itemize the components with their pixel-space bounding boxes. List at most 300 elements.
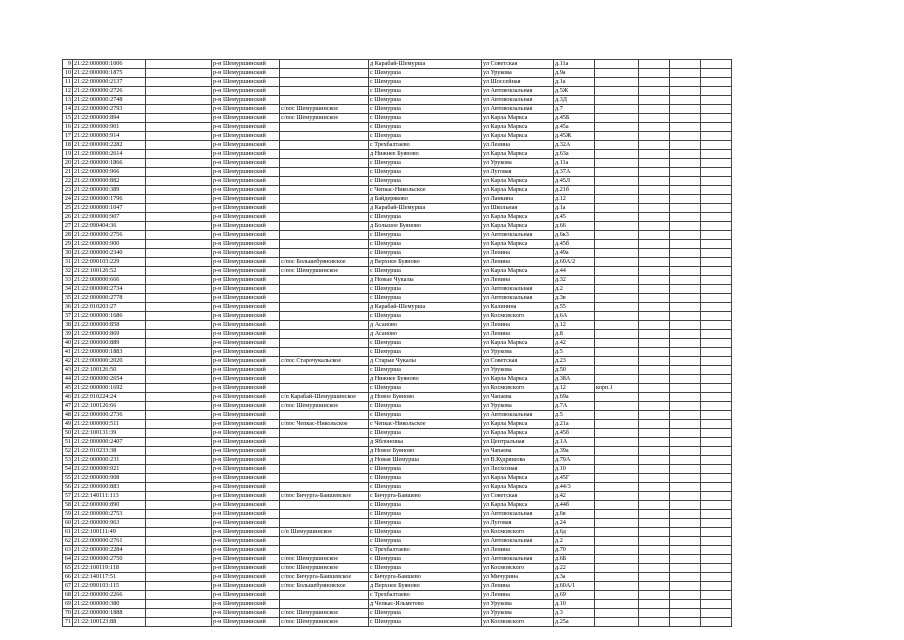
district-cell: р-н Шемуршинский <box>212 510 280 519</box>
table-row <box>63 168 732 177</box>
district-cell: р-н Шемуршинский <box>212 591 280 600</box>
row-number: 51 <box>63 438 73 447</box>
house-cell: д.60А/2 <box>554 258 595 267</box>
settlement-council-cell: с/пос Шемуршинское <box>280 564 369 573</box>
extra-cell-3 <box>701 159 732 168</box>
row-number: 64 <box>63 555 73 564</box>
extra-cell-2 <box>670 501 701 510</box>
extra-cell-3 <box>701 609 732 618</box>
table-row <box>63 618 732 627</box>
house-cell: д.7 <box>554 105 595 114</box>
extra-cell-3 <box>701 267 732 276</box>
cadastral-number-cell: 21:22:000000:966 <box>73 168 146 177</box>
blank-cell <box>146 384 212 393</box>
settlement-council-cell <box>280 132 369 141</box>
street-cell: ул Автовокзальная <box>482 555 554 564</box>
extra-cell-3 <box>701 366 732 375</box>
street-cell: ул Автовокзальная <box>482 510 554 519</box>
blank-cell <box>146 69 212 78</box>
building-cell <box>595 267 639 276</box>
street-cell: ул Автовокзальная <box>482 537 554 546</box>
locality-cell: с Шемурша <box>369 249 482 258</box>
district-cell: р-н Шемуршинский <box>212 303 280 312</box>
building-cell <box>595 528 639 537</box>
street-cell: ул Луговая <box>482 168 554 177</box>
locality-cell: д Яблоновка <box>369 438 482 447</box>
district-cell: р-н Шемуршинский <box>212 294 280 303</box>
locality-cell: с Шемурша <box>369 483 482 492</box>
cadastral-number-cell: 21:22:000000:2748 <box>73 96 146 105</box>
extra-cell-3 <box>701 177 732 186</box>
settlement-council-cell: с/п Карабай-Шемуршинское <box>280 393 369 402</box>
street-cell: ул Урукова <box>482 366 554 375</box>
extra-cell-1 <box>639 303 670 312</box>
district-cell: р-н Шемуршинский <box>212 240 280 249</box>
extra-cell-2 <box>670 537 701 546</box>
table-row <box>63 591 732 600</box>
settlement-council-cell <box>280 240 369 249</box>
blank-cell <box>146 420 212 429</box>
row-number: 15 <box>63 114 73 123</box>
blank-cell <box>146 186 212 195</box>
settlement-council-cell <box>280 366 369 375</box>
settlement-council-cell <box>280 312 369 321</box>
extra-cell-3 <box>701 123 732 132</box>
extra-cell-1 <box>639 474 670 483</box>
extra-cell-1 <box>639 213 670 222</box>
locality-cell: д Байдеряково <box>369 195 482 204</box>
settlement-council-cell: с/пос Шемуршинское <box>280 105 369 114</box>
street-cell: ул Урукова <box>482 159 554 168</box>
district-cell: р-н Шемуршинский <box>212 195 280 204</box>
extra-cell-3 <box>701 258 732 267</box>
extra-cell-1 <box>639 546 670 555</box>
extra-cell-2 <box>670 456 701 465</box>
street-cell: ул Космовского <box>482 564 554 573</box>
district-cell: р-н Шемуршинский <box>212 483 280 492</box>
extra-cell-2 <box>670 420 701 429</box>
building-cell <box>595 465 639 474</box>
settlement-council-cell: с/пос Бичурга-Баишевское <box>280 492 369 501</box>
building-cell <box>595 618 639 627</box>
extra-cell-1 <box>639 96 670 105</box>
street-cell: ул Чапаева <box>482 393 554 402</box>
house-cell: д.21а <box>554 420 595 429</box>
settlement-council-cell: с/пос Шемуршинское <box>280 402 369 411</box>
extra-cell-2 <box>670 519 701 528</box>
table-row <box>63 357 732 366</box>
blank-cell <box>146 159 212 168</box>
locality-cell: с Шемурша <box>369 555 482 564</box>
extra-cell-3 <box>701 60 732 69</box>
house-cell: д.6в <box>554 510 595 519</box>
locality-cell: д Новое Буяново <box>369 393 482 402</box>
extra-cell-2 <box>670 195 701 204</box>
building-cell <box>595 357 639 366</box>
row-number: 21 <box>63 168 73 177</box>
locality-cell: с Шемурша <box>369 312 482 321</box>
extra-cell-2 <box>670 204 701 213</box>
blank-cell <box>146 60 212 69</box>
settlement-council-cell <box>280 330 369 339</box>
row-number: 33 <box>63 276 73 285</box>
settlement-council-cell <box>280 195 369 204</box>
district-cell: р-н Шемуршинский <box>212 582 280 591</box>
extra-cell-1 <box>639 258 670 267</box>
district-cell: р-н Шемуршинский <box>212 519 280 528</box>
extra-cell-1 <box>639 384 670 393</box>
building-cell <box>595 402 639 411</box>
district-cell: р-н Шемуршинский <box>212 438 280 447</box>
building-cell <box>595 492 639 501</box>
district-cell: р-н Шемуршинский <box>212 276 280 285</box>
blank-cell <box>146 168 212 177</box>
house-cell: д.25а <box>554 618 595 627</box>
cadastral-number-cell: 21:22:000000:2753 <box>73 510 146 519</box>
district-cell: р-н Шемуршинский <box>212 177 280 186</box>
district-cell: р-н Шемуршинский <box>212 537 280 546</box>
extra-cell-1 <box>639 537 670 546</box>
cadastral-number-cell: 21:22:000000:900 <box>73 240 146 249</box>
row-number: 62 <box>63 537 73 546</box>
row-number: 11 <box>63 78 73 87</box>
street-cell: ул Ленина <box>482 141 554 150</box>
row-number: 39 <box>63 330 73 339</box>
extra-cell-2 <box>670 546 701 555</box>
row-number: 18 <box>63 141 73 150</box>
cadastral-number-cell: 21:22:000000:869 <box>73 330 146 339</box>
blank-cell <box>146 474 212 483</box>
blank-cell <box>146 339 212 348</box>
street-cell: ул Карла Маркса <box>482 150 554 159</box>
settlement-council-cell <box>280 285 369 294</box>
locality-cell: с Чепкас-Никольское <box>369 186 482 195</box>
blank-cell <box>146 204 212 213</box>
house-cell: д.60А/1 <box>554 582 595 591</box>
settlement-council-cell: с/п Шемуршинское <box>280 528 369 537</box>
settlement-council-cell <box>280 384 369 393</box>
row-number: 43 <box>63 366 73 375</box>
extra-cell-2 <box>670 483 701 492</box>
street-cell: ул Космовского <box>482 528 554 537</box>
house-cell: д.6А <box>554 312 595 321</box>
cadastral-number-cell: 21:22:000000:921 <box>73 465 146 474</box>
extra-cell-3 <box>701 168 732 177</box>
blank-cell <box>146 618 212 627</box>
cadastral-number-cell: 21:22:090103:115 <box>73 582 146 591</box>
row-number: 71 <box>63 618 73 627</box>
extra-cell-2 <box>670 186 701 195</box>
extra-cell-1 <box>639 447 670 456</box>
table-row <box>63 492 732 501</box>
blank-cell <box>146 150 212 159</box>
extra-cell-3 <box>701 528 732 537</box>
street-cell: ул Карла Маркса <box>482 483 554 492</box>
house-cell: д.8 <box>554 330 595 339</box>
street-cell: ул Карла Маркса <box>482 186 554 195</box>
house-cell: д.49а <box>554 249 595 258</box>
cadastral-number-cell: 21:22:000000:2750 <box>73 555 146 564</box>
district-cell: р-н Шемуршинский <box>212 123 280 132</box>
blank-cell <box>146 195 212 204</box>
blank-cell <box>146 321 212 330</box>
cadastral-number-cell: 21:22:000000:963 <box>73 519 146 528</box>
blank-cell <box>146 402 212 411</box>
house-cell: д.69а <box>554 393 595 402</box>
settlement-council-cell <box>280 60 369 69</box>
row-number: 44 <box>63 375 73 384</box>
blank-cell <box>146 456 212 465</box>
settlement-council-cell <box>280 123 369 132</box>
house-cell: д.69 <box>554 591 595 600</box>
table-row <box>63 96 732 105</box>
cadastral-number-cell: 21:22:000000:1692 <box>73 384 146 393</box>
table-row <box>63 132 732 141</box>
blank-cell <box>146 231 212 240</box>
house-cell: д.22 <box>554 564 595 573</box>
building-cell <box>595 546 639 555</box>
extra-cell-1 <box>639 501 670 510</box>
table-row <box>63 555 732 564</box>
table-row <box>63 114 732 123</box>
house-cell: д.66 <box>554 222 595 231</box>
street-cell: ул Ленина <box>482 546 554 555</box>
row-number: 60 <box>63 519 73 528</box>
row-number: 26 <box>63 213 73 222</box>
house-cell: д.45б <box>554 240 595 249</box>
extra-cell-1 <box>639 321 670 330</box>
blank-cell <box>146 87 212 96</box>
extra-cell-2 <box>670 123 701 132</box>
row-number: 53 <box>63 456 73 465</box>
table-row <box>63 249 732 258</box>
extra-cell-1 <box>639 78 670 87</box>
blank-cell <box>146 240 212 249</box>
locality-cell: д Чепкас-Ильметево <box>369 600 482 609</box>
street-cell: ул Карла Маркса <box>482 474 554 483</box>
extra-cell-3 <box>701 141 732 150</box>
street-cell: ул Ленина <box>482 321 554 330</box>
house-cell: д.50 <box>554 366 595 375</box>
cadastral-number-cell: 21:22:000000:1796 <box>73 195 146 204</box>
row-number: 65 <box>63 564 73 573</box>
building-cell: корп.1 <box>595 384 639 393</box>
settlement-council-cell: с/пос Шемуршинское <box>280 114 369 123</box>
extra-cell-1 <box>639 87 670 96</box>
table-row <box>63 366 732 375</box>
row-number: 55 <box>63 474 73 483</box>
locality-cell: с Шемурша <box>369 168 482 177</box>
house-cell: д.5Ж <box>554 87 595 96</box>
table-row <box>63 285 732 294</box>
district-cell: р-н Шемуршинский <box>212 366 280 375</box>
district-cell: р-н Шемуршинский <box>212 186 280 195</box>
house-cell: д.63а <box>554 150 595 159</box>
building-cell <box>595 438 639 447</box>
building-cell <box>595 276 639 285</box>
locality-cell: с Шемурша <box>369 240 482 249</box>
building-cell <box>595 105 639 114</box>
extra-cell-2 <box>670 312 701 321</box>
row-number: 35 <box>63 294 73 303</box>
district-cell: р-н Шемуршинский <box>212 555 280 564</box>
extra-cell-2 <box>670 357 701 366</box>
building-cell <box>595 249 639 258</box>
house-cell: д.32 <box>554 276 595 285</box>
row-number: 68 <box>63 591 73 600</box>
settlement-council-cell: с/пос Шемуршинское <box>280 618 369 627</box>
building-cell <box>595 303 639 312</box>
cadastral-number-cell: 21:22:000000:1686 <box>73 312 146 321</box>
house-cell: д.3Д <box>554 96 595 105</box>
blank-cell <box>146 285 212 294</box>
blank-cell <box>146 177 212 186</box>
locality-cell: с Шемурша <box>369 177 482 186</box>
cadastral-number-cell: 21:22:000000:2726 <box>73 87 146 96</box>
table-row <box>63 528 732 537</box>
extra-cell-3 <box>701 393 732 402</box>
settlement-council-cell <box>280 78 369 87</box>
building-cell <box>595 537 639 546</box>
building-cell <box>595 411 639 420</box>
blank-cell <box>146 537 212 546</box>
blank-cell <box>146 366 212 375</box>
locality-cell: с Шемурша <box>369 528 482 537</box>
building-cell <box>595 348 639 357</box>
table-row <box>63 141 732 150</box>
extra-cell-1 <box>639 240 670 249</box>
cadastral-number-cell: 21:22:000000:907 <box>73 213 146 222</box>
row-number: 45 <box>63 384 73 393</box>
extra-cell-3 <box>701 150 732 159</box>
building-cell <box>595 501 639 510</box>
extra-cell-3 <box>701 474 732 483</box>
cadastral-number-cell: 21:22:140111:113 <box>73 492 146 501</box>
extra-cell-1 <box>639 609 670 618</box>
district-cell: р-н Шемуршинский <box>212 114 280 123</box>
district-cell: р-н Шемуршинский <box>212 564 280 573</box>
district-cell: р-н Шемуршинский <box>212 384 280 393</box>
row-number: 31 <box>63 258 73 267</box>
extra-cell-2 <box>670 582 701 591</box>
extra-cell-3 <box>701 294 732 303</box>
cadastral-number-cell: 21:22:100111:49 <box>73 528 146 537</box>
extra-cell-3 <box>701 249 732 258</box>
extra-cell-2 <box>670 240 701 249</box>
settlement-council-cell: с/пос Шемуршинское <box>280 555 369 564</box>
table-row <box>63 501 732 510</box>
district-cell: р-н Шемуршинский <box>212 204 280 213</box>
house-cell: д.44 <box>554 267 595 276</box>
settlement-council-cell: с/пос Чепкас-Никольское <box>280 420 369 429</box>
house-cell: д.70 <box>554 546 595 555</box>
locality-cell: с Шемурша <box>369 411 482 420</box>
street-cell: ул Ленина <box>482 591 554 600</box>
row-number: 12 <box>63 87 73 96</box>
settlement-council-cell <box>280 447 369 456</box>
table-row <box>63 537 732 546</box>
extra-cell-1 <box>639 582 670 591</box>
locality-cell: с Шемурша <box>369 96 482 105</box>
table-row <box>63 339 732 348</box>
locality-cell: с Шемурша <box>369 105 482 114</box>
building-cell <box>595 204 639 213</box>
district-cell: р-н Шемуршинский <box>212 339 280 348</box>
extra-cell-1 <box>639 60 670 69</box>
locality-cell: с Шемурша <box>369 213 482 222</box>
street-cell: ул Ленина <box>482 330 554 339</box>
locality-cell: с Бичурга-Баишево <box>369 573 482 582</box>
extra-cell-3 <box>701 96 732 105</box>
extra-cell-2 <box>670 285 701 294</box>
extra-cell-2 <box>670 375 701 384</box>
extra-cell-1 <box>639 186 670 195</box>
extra-cell-3 <box>701 195 732 204</box>
house-cell: д.1а <box>554 78 595 87</box>
district-cell: р-н Шемуршинский <box>212 609 280 618</box>
row-number: 52 <box>63 447 73 456</box>
extra-cell-3 <box>701 411 732 420</box>
locality-cell: д Карабай-Шемурша <box>369 204 482 213</box>
extra-cell-1 <box>639 312 670 321</box>
cadastral-number-cell: 21:22:100119:118 <box>73 564 146 573</box>
building-cell <box>595 510 639 519</box>
extra-cell-1 <box>639 591 670 600</box>
cadastral-number-cell: 21:22:000000:2020 <box>73 357 146 366</box>
extra-cell-2 <box>670 474 701 483</box>
row-number: 58 <box>63 501 73 510</box>
row-number: 37 <box>63 312 73 321</box>
settlement-council-cell <box>280 519 369 528</box>
district-cell: р-н Шемуршинский <box>212 402 280 411</box>
house-cell: д.45Л <box>554 177 595 186</box>
district-cell: р-н Шемуршинский <box>212 528 280 537</box>
house-cell: д.45Ж <box>554 132 595 141</box>
building-cell <box>595 285 639 294</box>
settlement-council-cell <box>280 186 369 195</box>
building-cell <box>595 177 639 186</box>
cadastral-number-cell: 21:22:000000:380 <box>73 600 146 609</box>
cadastral-number-cell: 21:22:000000:890 <box>73 501 146 510</box>
blank-cell <box>146 546 212 555</box>
row-number: 67 <box>63 582 73 591</box>
extra-cell-2 <box>670 618 701 627</box>
locality-cell: с Шемурша <box>369 294 482 303</box>
table-row <box>63 150 732 159</box>
table-row <box>63 240 732 249</box>
row-number: 10 <box>63 69 73 78</box>
house-cell: д.12 <box>554 321 595 330</box>
house-cell: д.10 <box>554 600 595 609</box>
building-cell <box>595 573 639 582</box>
district-cell: р-н Шемуршинский <box>212 312 280 321</box>
extra-cell-1 <box>639 195 670 204</box>
extra-cell-2 <box>670 393 701 402</box>
cadastral-number-cell: 21:22:000000:231 <box>73 456 146 465</box>
house-cell: д.1А <box>554 438 595 447</box>
cadastral-number-cell: 21:22:000000:2614 <box>73 150 146 159</box>
locality-cell: д Карабай-Шемурша <box>369 303 482 312</box>
building-cell <box>595 168 639 177</box>
extra-cell-1 <box>639 573 670 582</box>
blank-cell <box>146 411 212 420</box>
street-cell: ул Советская <box>482 492 554 501</box>
locality-cell: с Трехбалтаево <box>369 546 482 555</box>
street-cell: ул Калинина <box>482 303 554 312</box>
extra-cell-3 <box>701 456 732 465</box>
blank-cell <box>146 438 212 447</box>
building-cell <box>595 312 639 321</box>
